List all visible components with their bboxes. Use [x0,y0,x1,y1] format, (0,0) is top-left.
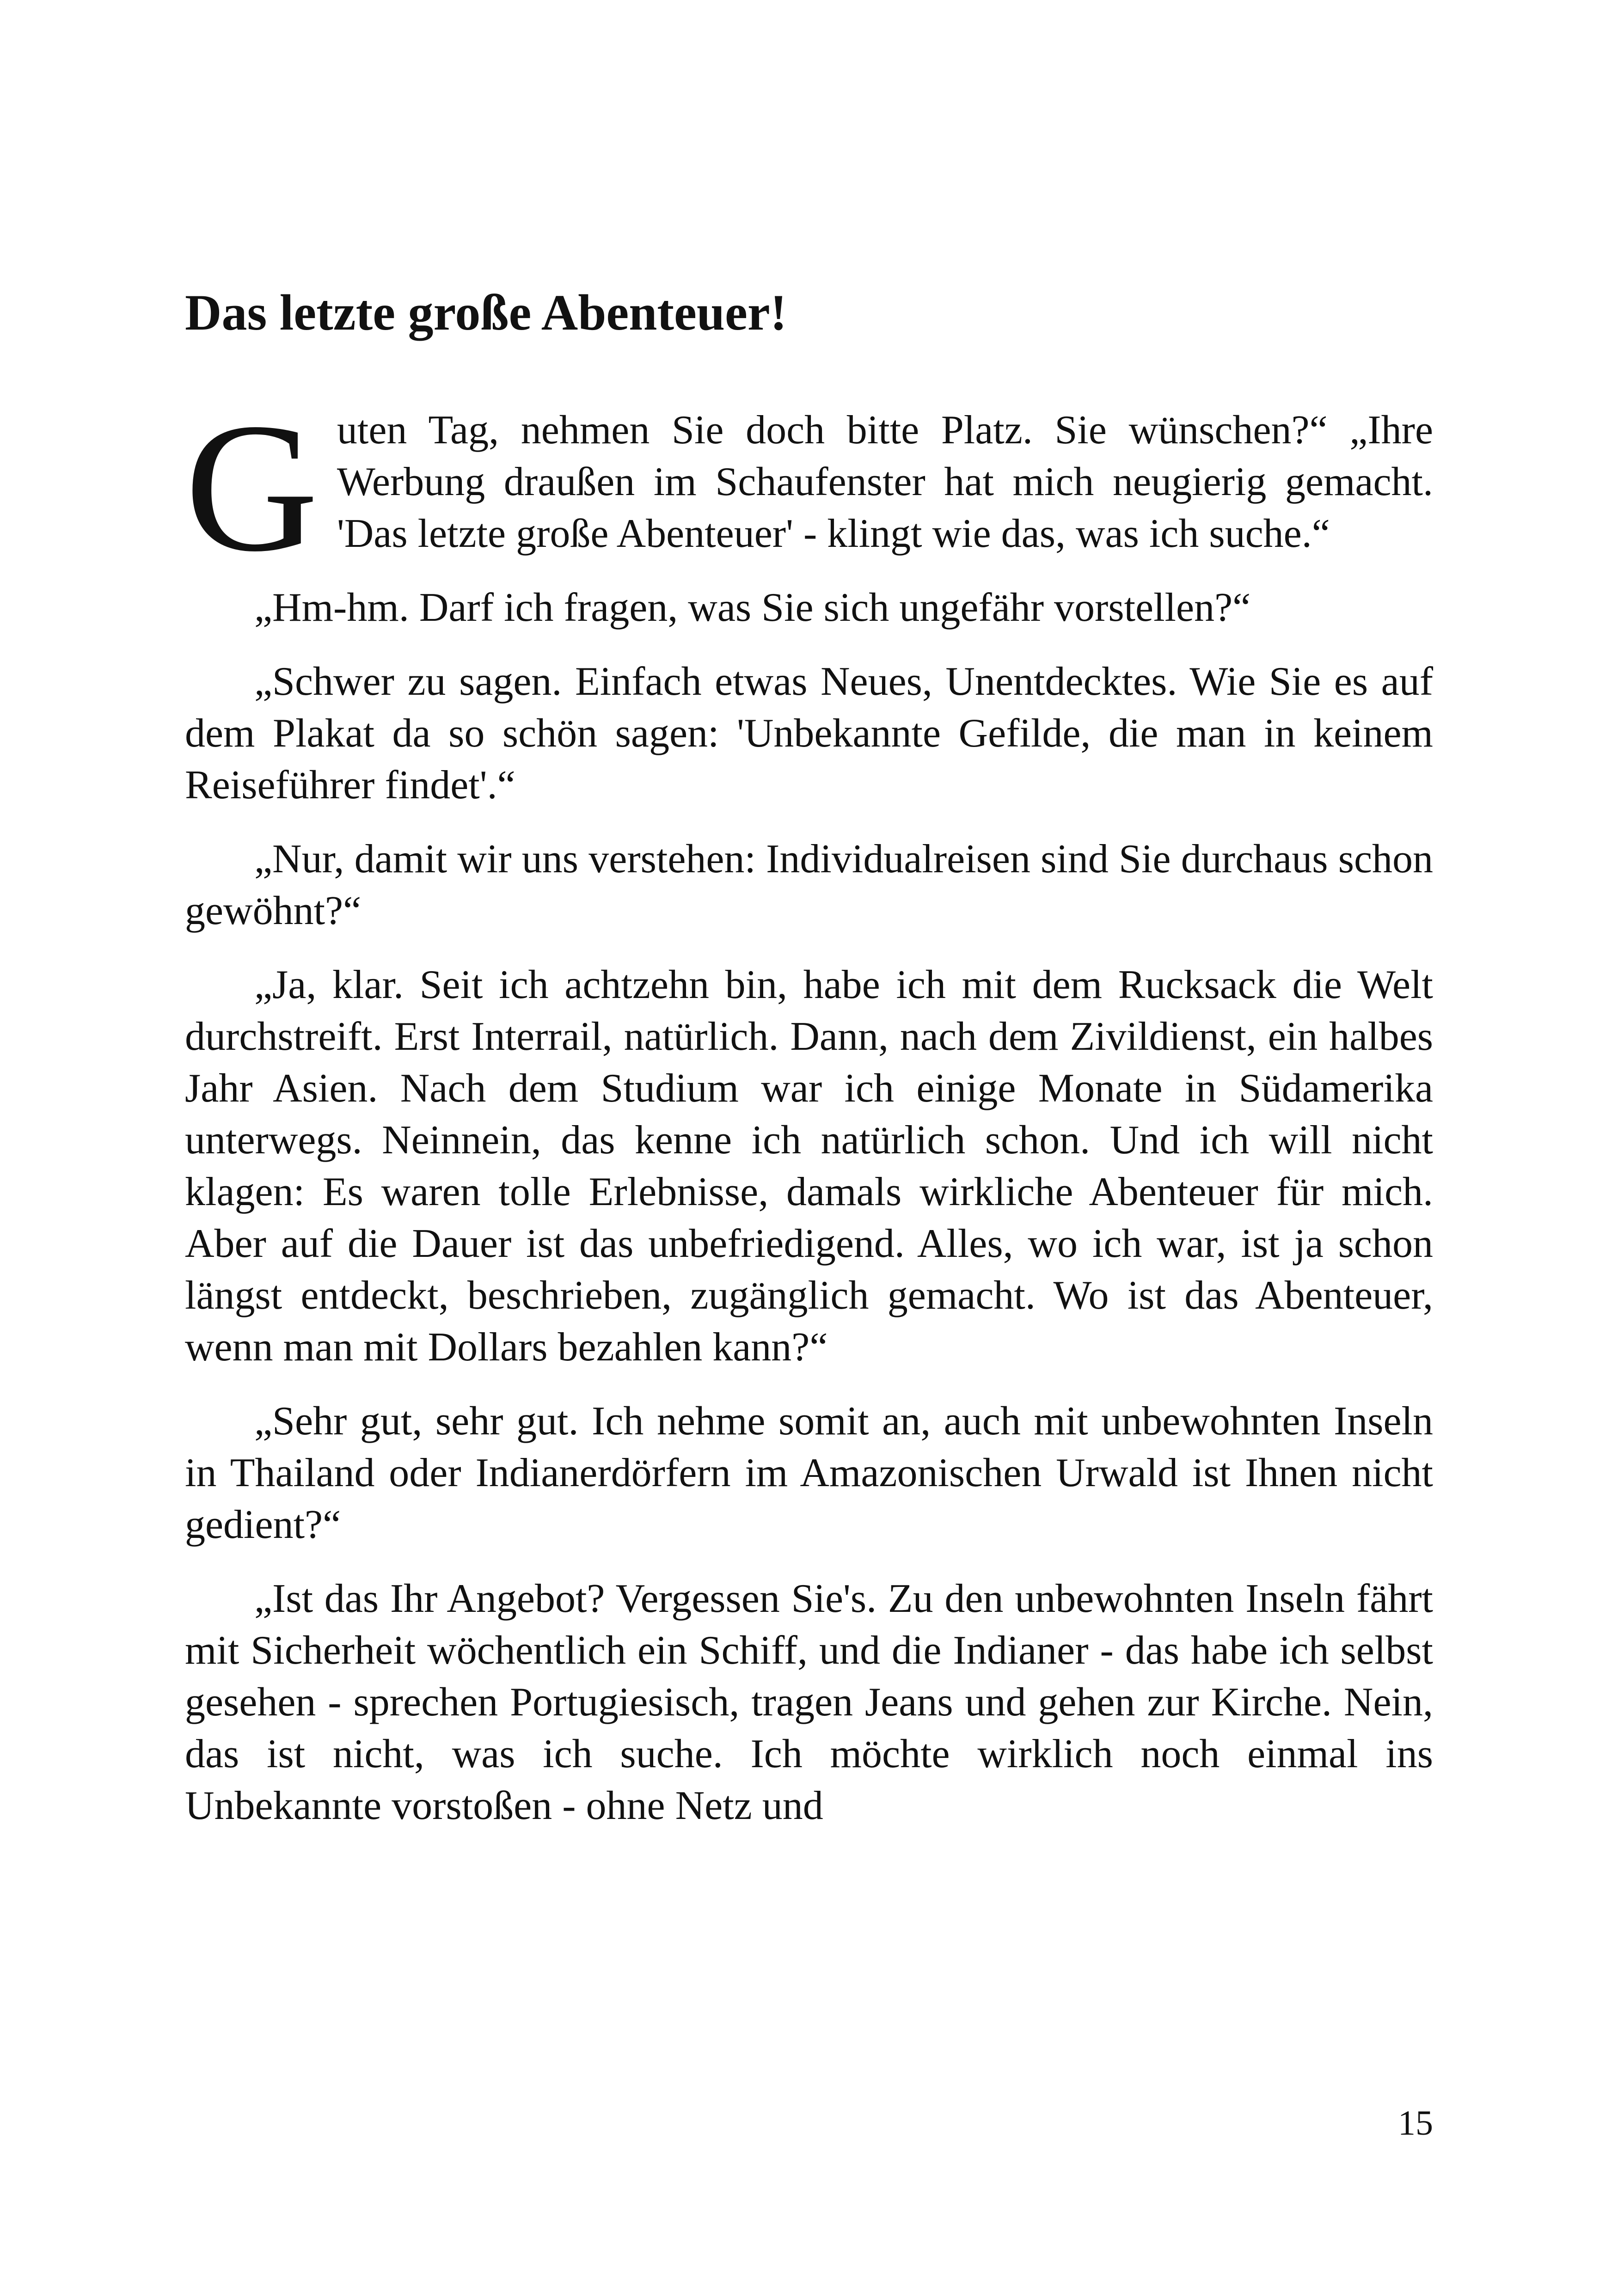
paragraph: „Ist das Ihr Angebot? Vergessen Sie's. Zu den unbewohnten Inseln fährt mit Sicherheit wöchentlich ein Schiff, und die Indianer - das habe ich selbst gesehen - sprechen Portugiesisch, tragen Jeans und gehen zur Kirche. Nein, das ist nicht, was ich suche. Ich möchte wirklich noch einmal ins Unbekannte vorstoßen - ohne Netz und [185,1576,1433,1828]
chapter-title: Das letzte große Abenteuer! [185,284,787,341]
paragraph: „Schwer zu sagen. Einfach etwas Neues, Unentdecktes. Wie Sie es auf dem Plakat da so schön sagen: 'Unbekannte Gefilde, die man in keinem Reiseführer findet'.“ [185,659,1433,808]
paragraph: „Hm-hm. Darf ich fragen, was Sie sich ungefähr vorstellen?“ [254,585,1251,630]
chapter-body [185,385,1433,1854]
page-number: 15 [1398,2104,1433,2143]
paragraph: „Sehr gut, sehr gut. Ich nehme somit an, auch mit unbewohnten Inseln in Thailand oder Indianerdörfern im Amazonischen Urwald ist Ihnen nicht gedient?“ [185,1399,1433,1547]
paragraph-text: uten Tag, nehmen Sie doch bitte Platz. Sie wünschen?“ „Ihre Werbung draußen im Schaufenster hat mich neugierig gemacht. 'Das letzte große Abenteuer' - klingt wie das, was ich suche.“ [337,408,1433,556]
paragraph: „Nur, damit wir uns verstehen: Individualreisen sind Sie durchaus schon gewöhnt?“ [185,837,1433,933]
drop-cap: G [185,385,319,590]
paragraph-opening [185,385,1433,590]
paragraph: „Ja, klar. Seit ich achtzehn bin, habe ich mit dem Rucksack die Welt durchstreift. Erst Interrail, natürlich. Dann, nach dem Zivildienst, ein halbes Jahr Asien. Nach dem Studium war ich einige Monate in Südamerika unterwegs. Neinnein, das kenne ich natürlich schon. Und ich will nicht klagen: Es waren tolle Erlebnisse, damals wirkliche Abenteuer für mich. Aber auf die Dauer ist das unbefriedigend. Alles, wo ich war, ist ja schon längst entdeckt, beschrieben, zugänglich gemacht. Wo ist das Abenteuer, wenn man mit Dollars bezahlen kann?“ [185,962,1433,1370]
